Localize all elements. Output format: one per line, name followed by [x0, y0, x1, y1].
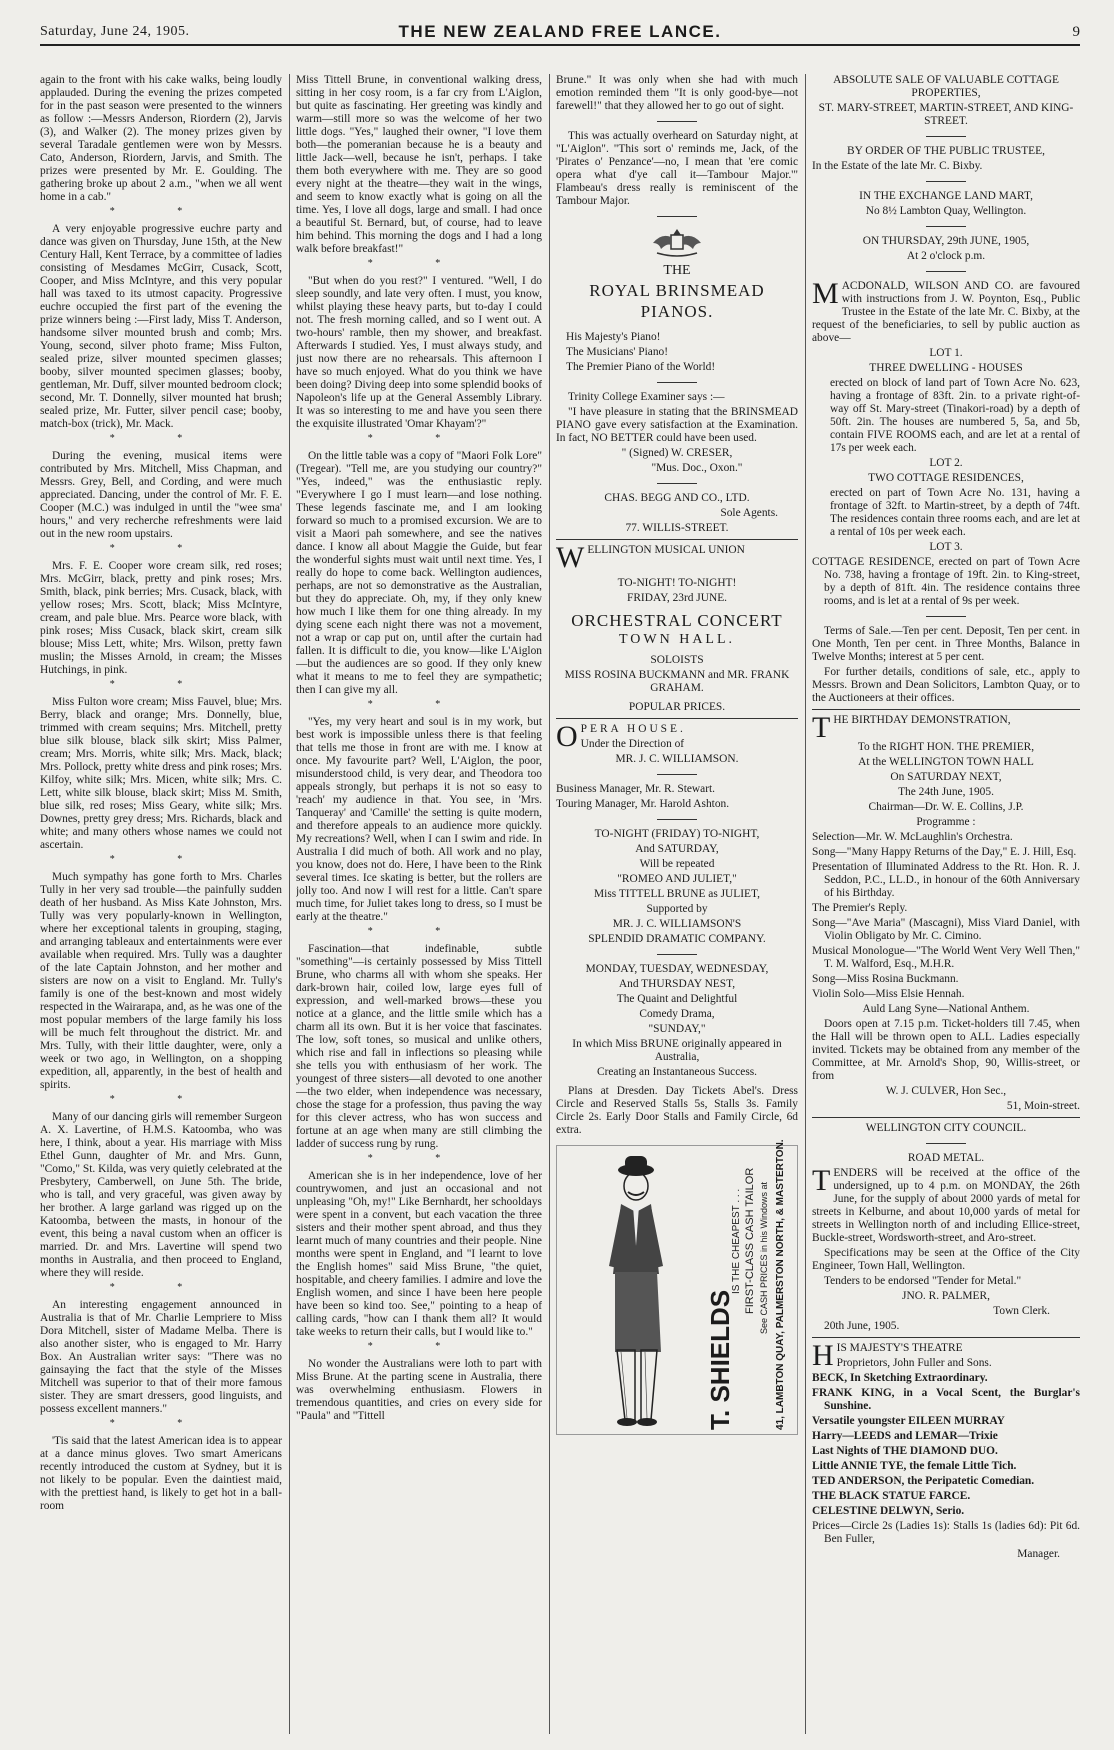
- paragraph: Miss Tittell Brune, in conventional walking dress, sitting in her cosy room, is a far cry from L'Aiglon, but quite as fascinating. Her greeting was kindly and warm—still more so was the welcome of her two little dogs. "Yes," laughed their owner, "I love them both—the pomeranian because he is a beauty and little Jack—well, because he isn't, perhaps. I take them both everywhere with me. They are so good every night at the theatre—they wait in the wings, and seem to know exactly what is going on all the time. Yes, I love all dogs, large and small. I had once a beautiful St. Bernard, but, of course, had to leave him behind. This morning the dogs and I had a long walk before breakfast!": [296, 74, 542, 255]
- drop-cap: M: [812, 277, 839, 310]
- separator: * *: [367, 433, 471, 444]
- ad-heading: WELLINGTON CITY COUNCIL.: [865, 1122, 1027, 1134]
- ad-line: IN THE EXCHANGE LAND MART,: [859, 190, 1033, 202]
- ad-line: W. J. CULVER, Hon Sec.,: [885, 1085, 1007, 1097]
- ad-line: TO-NIGHT (FRIDAY) TO-NIGHT,: [594, 828, 760, 840]
- ad-line: TOWN HALL.: [618, 632, 736, 647]
- ad-line: LOT 2.: [929, 457, 963, 469]
- separator: * *: [109, 1282, 213, 1293]
- divider: [657, 382, 697, 383]
- ad-line: MISS ROSINA BUCKMANN and MR. FRANK GRAHAM.: [564, 669, 790, 694]
- column-interview: [296, 74, 542, 1734]
- drop-cap: O: [556, 720, 578, 753]
- divider: [657, 121, 697, 122]
- bill-item: TED ANDERSON, the Peripatetic Comedian.: [812, 1475, 1035, 1487]
- ad-line: No 8½ Lambton Quay, Wellington.: [865, 205, 1027, 217]
- ad-line: At 2 o'clock p.m.: [906, 250, 986, 262]
- shields-ad-text: [697, 1139, 797, 1434]
- column-society-notes: [40, 74, 282, 1734]
- ad-line: "ROMEO AND JULIET,": [617, 873, 737, 885]
- shields-tailor-ad: [556, 1139, 798, 1435]
- paragraph: Mrs. F. E. Cooper wore cream silk, red roses; Mrs. McGirr, black, pretty and pink roses; Mrs. Smith, black, pink berries; Mrs. Cusack, black, with yellow roses; Mrs. Scott, black; Miss McIntyre, cream, and pale blue. Mrs. Pearce wore black, with pink roses; Miss Cusack, black skirt, cream silk blouse; Miss Lett, white; Mrs. Wilson, pretty fawn muslin; the Misses Arnold, in cream; the Misses Hutchings, in pink.: [40, 560, 282, 676]
- separator: * *: [367, 1153, 471, 1164]
- his-majestys-theatre-ad: [812, 1339, 1080, 1561]
- ad-title: ROYAL BRINSMEAD: [589, 281, 765, 300]
- separator: * *: [109, 543, 213, 554]
- program-item: Song—"Ave Maria" (Mascagni), Miss Viard Daniel, with Violin Obligato by Mr. C. Cimino.: [812, 917, 1080, 942]
- ad-line: THE: [663, 263, 691, 278]
- paragraph: This was actually overheard on Saturday night, at "L'Aiglon". "This sort o' reminds me, Jack, of the 'Pirates o' Penzance'—no, I mean that 'ere comic opera what d'ye call it—Tambour Major.'" Flambeau's dress really is reminiscent of the Tambour Major.: [556, 130, 798, 207]
- ad-line: TWO COTTAGE RESIDENCES,: [868, 472, 1024, 484]
- bill-item: Harry—LEEDS and LEMAR—Trixie: [812, 1430, 998, 1442]
- ad-line: His Majesty's Piano!: [566, 331, 661, 343]
- paragraph: American she is in her independence, love of her countrywomen, and just an occasional and not unpleasing "Oh, my!" Like Bernhardt, her schooldays were spent in a convent, but each vacation the three sisters and their mother spent abroad, and thus they learnt much of many countries and their people. Nine months were spent in England, and "I learnt to love the English homes" said Miss Brune, "the quiet, hospitable, and cheery families. I admire and love the English women, and since I have been here people have been so kind too. See," pointing to a heap of calling cards, "how can I thank them all? It would take weeks to return their calls, but I would like to.": [296, 1170, 542, 1338]
- ad-line: The Quaint and Delightful: [616, 993, 738, 1005]
- separator: * *: [109, 854, 213, 865]
- ad-line: SOLOISTS: [650, 654, 704, 666]
- ad-line: Touring Manager, Mr. Harold Ashton.: [556, 798, 730, 810]
- paragraph: During the evening, musical items were contributed by Mrs. Mitchell, Miss Chapman, and Messrs. Grey, Bell, and Cording, and were much appreciated. Dancing, under the control of Mr. F. E. Cooper (M.C.) was indulged in until the "wee sma' hours," and very recherche refreshments were laid out in the new room upstairs.: [40, 450, 282, 540]
- ad-heading: IS MAJESTY'S THEATRE: [836, 1342, 963, 1354]
- paragraph: again to the front with his cake walks, being loudly applauded. During the evening the prizes competed for in the past season were presented to the winners as follow :—Messrs Anderson, Riordern (2), Jarvis (3), and Walker (2). The money prizes given by several Taradale gentlemen were won by Messrs. Cato, Anderson, Riordern, Jarvis, and Smith. The prizes were presented by Mr. E. Goulding. The gathering broke up about 2 a.m., "when we all went home in a cab.": [40, 74, 282, 203]
- musical-union-ad: [556, 541, 798, 714]
- bill-item: Prices—Circle 2s (Ladies 1s): Stalls 1s (ladies 6d): Pit 6d. Ben Fuller,: [812, 1520, 1080, 1545]
- divider: [926, 226, 966, 227]
- ad-line: LOT 1.: [929, 347, 963, 359]
- ad-line: CHAS. BEGG AND CO., LTD.: [604, 492, 750, 504]
- program-item: Presentation of Illuminated Address to the Rt. Hon. R. J. Seddon, P.C., LL.D., in honour of the 60th Anniversary of his Birthday.: [812, 861, 1080, 899]
- program-item: Musical Monologue—"The World Went Very Well Then," T. M. Walford, Esq., M.H.R.: [812, 945, 1080, 970]
- bill-item: Manager.: [1017, 1548, 1060, 1560]
- ad-line: Plans at Dresden. Day Tickets Abel's. Dress Circle and Reserved Stalls 5s, Stalls 3s. Family Circle 2s. Early Door Stalls and Family Circle, 6d extra.: [556, 1085, 798, 1136]
- ad-line: "Mus. Doc., Oxon.": [651, 462, 743, 474]
- bill-item: THE BLACK STATUE FARCE.: [812, 1490, 971, 1502]
- ad-line: At the WELLINGTON TOWN HALL: [858, 756, 1034, 768]
- ad-text: erected on block of land part of Town Acre No. 623, having a frontage of 83ft. 2in. to a private right-of-way off St. Mary-street (Tinakori-road) by a depth of 50ft. 2in. The houses are numbered 5, 5a, and 5b, contain FIVE ROOMS each, and are let at a rental of 17s per week each.: [830, 377, 1080, 454]
- paragraph: 'Tis said that the latest American idea is to appear at a dance minus gloves. Two smart Americans recently introduced the custom at Sydney, but it is not likely to be popular. Even the daintiest maid, with the prettiest hand, is likely to get hot in a ball-room: [40, 1435, 282, 1512]
- masthead: [40, 22, 1080, 46]
- separator: * *: [367, 258, 471, 269]
- opera-house-ad: [556, 720, 798, 1137]
- ad-line: Creating an Instantaneous Success.: [596, 1066, 758, 1078]
- bill-item: Last Nights of THE DIAMOND DUO.: [812, 1445, 998, 1457]
- drop-cap: T: [812, 711, 831, 744]
- divider: [657, 774, 697, 775]
- column-advertisements: [556, 74, 798, 1734]
- paragraph: Miss Fulton wore cream; Miss Fauvel, blue; Mrs. Berry, black and orange; Mrs. Donnelly, blue, trimmed with cream sequins; Mrs. Mitchell, pretty blue silk blouse, black silk skirt; Miss Palmer, cream; Mrs. Morris, white silk; Mrs. Mack, black; Mrs. Pollock, pretty white dress and pink roses; Mrs. Kilfoy, white silk; Mrs. Micen, white silk; Mrs. C. Lett, white silk blouse, black skirt; Miss M. Smith, blue silk, red roses; Miss Geary, white silk; Mrs. Downes, pretty grey dress; Mrs. Richards, black and white; and many others whose names we could not ascertain.: [40, 696, 282, 851]
- bill-item: FRANK KING, in a Vocal Scent, the Burglar's Sunshine.: [812, 1387, 1080, 1412]
- ad-line: See CASH PRICES in his Windows at: [759, 1181, 769, 1334]
- ad-heading: ROAD METAL.: [907, 1152, 985, 1164]
- ad-text: erected on part of Town Acre No. 131, having a frontage of 32ft. to Martin-street, by a depth of 74ft. The residences contain three rooms each, and are let at a rental of 10s per week each.: [830, 487, 1080, 538]
- ad-line: Comedy Drama,: [639, 1008, 715, 1020]
- paragraph: Brune." It was only when she had with much emotion reminded them "It is only good-bye—not farewell!" that they allowed her to go out of sight.: [556, 74, 798, 112]
- ad-text: Tenders to be endorsed "Tender for Metal.": [824, 1275, 1022, 1287]
- ad-title: PIANOS.: [640, 302, 714, 321]
- paragraph: "Yes, my very heart and soul is in my work, but best work is impossible unless there is that feeling that tells me those in front are with me. I know at once. My favourite part? Well, L'Aiglon, the poor, misunderstood child, is very dear, and Theodora too appeals strongly, but perhaps it is not so easy to 'reach' my audience in that. You see, in 'Mrs. Tanqueray' and 'Camille' the setting is quite modern, and therefore appeals to an audience more quickly. My recreations? Well, when I can I swim and ride. In Australia I did much of both. All work and no play, you know, does not do. Here, I have been to the Rink several times. Ice skating is better, but the rollers are jolly too. And now I will rest for a little. Can't spare much time, for Juliet takes long to dress, so I must be early at the theatre.": [296, 716, 542, 923]
- ad-heading: ABSOLUTE SALE OF VALUABLE COTTAGE PROPERTIES,: [833, 74, 1059, 99]
- brinsmead-ad: [556, 225, 798, 535]
- separator: * *: [109, 679, 213, 690]
- ad-line: Proprietors, John Fuller and Sons.: [836, 1357, 992, 1369]
- ad-line: THREE DWELLING - HOUSES: [869, 362, 1023, 374]
- divider: [926, 181, 966, 182]
- column-divider: [289, 74, 290, 1734]
- gentleman-figure-icon: [581, 1152, 691, 1428]
- separator: * *: [367, 1341, 471, 1352]
- ad-line: 51, Moin-street.: [1006, 1100, 1080, 1112]
- divider: [926, 1143, 966, 1144]
- ad-line: Miss TITTELL BRUNE as JULIET,: [594, 888, 760, 900]
- ad-line: Programme :: [916, 816, 976, 828]
- ad-title: ORCHESTRAL CONCERT: [571, 611, 783, 630]
- divider: [657, 483, 697, 484]
- ad-line: Under the Direction of: [580, 738, 685, 750]
- drop-cap: T: [812, 1164, 831, 1197]
- divider: [926, 271, 966, 272]
- city-council-ad: [812, 1122, 1080, 1333]
- ad-line: IS THE CHEAPEST . . .: [731, 1188, 742, 1294]
- ad-line: "SUNDAY,": [648, 1023, 706, 1035]
- paragraph: Much sympathy has gone forth to Mrs. Charles Tully in her very sad trouble—the painfully sudden death of her husband. As Miss Kate Johnston, Mrs. Tully was very popularly-known in Wellington, where her exceptional talents in grouping, staging, and arranging tableaux and entertainments were ever available when required. Mrs. Tully was a daughter of the late Captain Johnston, and her mother and sisters are now on a visit to England. Mr. Tully's family is one of the best-known and most widely respected in the Wairarapa, and, as he was one of the most popular members of the large family his loss will be much felt throughout the district. Mr. and Mrs. Tully, with their little daughter, were, only a week or two ago, in Wellington, on a shopping expedition, all, apparently, in the best of health and spirits.: [40, 871, 282, 1091]
- ad-line: Town Clerk.: [993, 1305, 1050, 1317]
- ad-line: Sole Agents.: [720, 507, 778, 519]
- bill-item: Little ANNIE TYE, the female Little Tich.: [812, 1460, 1017, 1472]
- paragraph: A very enjoyable progressive euchre party and dance was given on Thursday, June 15th, at the New Century Hall, Kent Terrace, by a committee of ladies consisting of Mesdames McGirr, Cusack, Scott, Cooper, and Miss McIntyre, and this very popular hall was taxed to its utmost capacity. Progressive euchre occupied the first part of the evening the prize winners being :—First lady, Miss T. Anderson, handsome silver mounted brush and comb; Mrs. Young, second, silver photo frame; Miss Fulton, sealed prize, silver mounted specimen glasses; booby, silver mounted specimen glasses; booby, gentleman, Mr. Duff, silver mounted bedroom clock; second, Mr. T. Donnelly, silver mounted hat brush; sealed prize, Mr. Futter, silver pencil case; booby, match-box (trick), Mr. Mack.: [40, 223, 282, 430]
- ad-line: FRIDAY, 23rd JUNE.: [627, 592, 727, 604]
- separator: * *: [109, 206, 213, 217]
- divider: [926, 136, 966, 137]
- ad-line: On SATURDAY NEXT,: [890, 771, 1002, 783]
- paragraph: Fascination—that indefinable, subtle "something"—is certainly possessed by Miss Tittell Brune, who charms all with whom she speaks. Her dark-brown hair, coiled low, large eyes full of expression, and well-marked brows—these you notice at a glance, and the little smile which has a charm all its own. But it is her voice that fascinates. The low, soft tones, so musical and unlike others, which rise and fall in inflections so pleasing while she tells you with enthusiasm of her work. The youngest of three sisters—all devoted to one another—the two elder, when independence was necessary, chose the stage for a profession, thus paving the way for this clever actress, who has won success and fortune at an age when many are still climbing the ladder of success rung by rung.: [296, 943, 542, 1150]
- column-notices: [812, 74, 1080, 1734]
- divider: [657, 954, 697, 955]
- ad-text: Terms of Sale.—Ten per cent. Deposit, Ten per cent. in One Month, Ten per cent. in Three Months, Balance in Twelve Months; interest at 5 per cent.: [812, 625, 1080, 663]
- ad-line: TO-NIGHT! TO-NIGHT!: [617, 577, 737, 589]
- bill-item: Versatile youngster EILEEN MURRAY: [812, 1415, 1005, 1427]
- column-divider: [549, 74, 550, 1734]
- ad-line: POPULAR PRICES.: [628, 701, 726, 713]
- ad-line: FIRST-CLASS CASH TAILOR: [744, 1167, 756, 1314]
- ad-line: In which Miss BRUNE originally appeared in Australia,: [572, 1038, 782, 1063]
- ad-heading: PERA HOUSE.: [580, 723, 686, 735]
- drop-cap: W: [556, 541, 585, 574]
- paragraph: Many of our dancing girls will remember Surgeon A. X. Lavertine, of H.M.S. Katoomba, who was here, I think, about a year. His marriage with Miss Ethel Gunn, daughter of Mr. and Mrs. Gunn, "Como," St. Kilda, was very quietly celebrated at the Presbytery, Camberwell, on June 5th. The bride, who is tall, and very graceful, was given away by her brother. A large garland was rigged up on the Katoomba, between the masts, in honour of the event, this being a naval custom when an officer is married. Dr. and Mrs. Lavertine will spend two months in Australia, and then proceed to England, where they will reside.: [40, 1111, 282, 1279]
- royal-crest-icon: [647, 225, 707, 259]
- separator: * *: [367, 926, 471, 937]
- ad-text: ENDERS will be received at the office of the undersigned, up to 4 p.m. on MONDAY, the 26th June, for the supply of about 2000 yards of metal for streets in Kelburne, and about 10,000 yards of metal for streets in Wellington north of and including Ellice-street, Buckle-street, Wordsworth-street, and Aro-street.: [812, 1167, 1080, 1244]
- ad-line: 41, LAMBTON QUAY, PALMERSTON NORTH, & MASTERTON.: [775, 1139, 786, 1430]
- ad-line: The Musicians' Piano!: [566, 346, 669, 358]
- ad-quote: "I have pleasure in stating that the BRINSMEAD PIANO gave every satisfaction at the Examination. In fact, NO BETTER could have been used.: [556, 406, 798, 444]
- ad-line: 20th June, 1905.: [824, 1320, 900, 1332]
- divider: [657, 216, 697, 217]
- ad-line: And THURSDAY NEST,: [618, 978, 736, 990]
- drop-cap: H: [812, 1339, 834, 1372]
- ad-line: Chairman—Dr. W. E. Collins, J.P.: [868, 801, 1024, 813]
- ad-heading: HE BIRTHDAY DEMONSTRATION,: [833, 714, 1011, 726]
- page-number: 9: [1072, 24, 1080, 40]
- separator: * *: [367, 699, 471, 710]
- ad-line: The 24th June, 1905.: [898, 786, 994, 798]
- separator: * *: [109, 1418, 213, 1429]
- ad-text: COTTAGE RESIDENCE, erected on part of Town Acre No. 738, having a frontage of 19ft. 2in. to King-street, by a depth of 81ft. 4in. The residence contains three rooms, and is let at a rental of 9s per week.: [812, 556, 1080, 607]
- ad-line: In the Estate of the late Mr. C. Bixby.: [812, 160, 983, 172]
- separator: * *: [109, 1094, 213, 1105]
- ad-line: MR. J. C. WILLIAMSON.: [615, 753, 739, 765]
- ad-line: LOT 3.: [929, 541, 963, 553]
- ad-line: JNO. R. PALMER,: [902, 1290, 990, 1302]
- ad-line: " (Signed) W. CRESER,: [621, 447, 733, 459]
- program-item: Song—Miss Rosina Buckmann.: [812, 973, 959, 985]
- paragraph: On the little table was a copy of "Maori Folk Lore" (Tregear). "Tell me, are you studying our country?" "Yes, indeed," was the enthusiastic reply. "Everywhere I go I must learn—and lose nothing. These legends fascinate me, and I am looking forward so much to a promised excursion. We are to visit a Maori pah somewhere, and see the natives dance. I know all about Maggie the Guide, but fear the wonderful sights must wait until next time. Yes, I really do hope to come back. Wellington audiences, perhaps, are not so demonstrative as the Australian, but they do appreciate. Oh, my, if they only knew how much I like them for one thing already. In my dying scene each night there was not a movement, not a wrap or cap put on, until after the curtain had fallen. It is difficult to die, you know—like L'Aiglon—but the audiences are so good. If they only knew what it means to me to feel they are sympathetic; then I can give my all.: [296, 450, 542, 696]
- program-item: Selection—Mr. W. McLaughlin's Orchestra.: [812, 831, 1013, 843]
- ad-line: The Premier Piano of the World!: [566, 361, 716, 373]
- ad-text: For further details, conditions of sale, etc., apply to Messrs. Brown and Dean Solicitors, Lambton Quay, or to the Auctioneers at their offices.: [812, 666, 1080, 704]
- ad-line: Trinity College Examiner says :—: [568, 391, 725, 403]
- bill-item: CELESTINE DELWYN, Serio.: [812, 1505, 965, 1517]
- ad-heading: ST. MARY-STREET, MARTIN-STREET, AND KING-STREET.: [818, 102, 1074, 127]
- ad-line: And SATURDAY,: [635, 843, 719, 855]
- ad-heading: ELLINGTON MUSICAL UNION: [587, 544, 745, 556]
- program-item: The Premier's Reply.: [812, 902, 908, 914]
- column-divider: [805, 74, 806, 1734]
- ad-line: ON THURSDAY, 29th JUNE, 1905,: [862, 235, 1030, 247]
- ad-text: Doors open at 7.15 p.m. Ticket-holders till 7.45, when the Hall will be thrown open to ALL. Ladies especially invited. Tickets may be obtained from any member of the Committee, at Mr. Arnold's Shop, 90, Willis-street, or from: [812, 1018, 1080, 1082]
- ad-line: To the RIGHT HON. THE PREMIER,: [857, 741, 1035, 753]
- program-item: Auld Lang Syne—National Anthem.: [862, 1003, 1030, 1015]
- program-item: Violin Solo—Miss Elsie Hennah.: [812, 988, 965, 1000]
- birthday-demonstration-ad: [812, 711, 1080, 1113]
- separator: * *: [109, 433, 213, 444]
- ad-text: ACDONALD, WILSON AND CO. are favoured with instructions from J. W. Poynton, Esq., Public Trustee in the Estate of the late Mr. C. Bixby, at the request of the beneficiaries, to sell by public auction as above—: [812, 280, 1080, 344]
- bill-item: BECK, In Sketching Extraordinary.: [812, 1372, 988, 1384]
- property-sale-ad: [812, 74, 1080, 705]
- ad-line: BY ORDER OF THE PUBLIC TRUSTEE,: [847, 145, 1045, 157]
- paragraph: "But when do you rest?" I ventured. "Well, I do sleep soundly, and late very often. I must, you know, whilst playing these heavy parts, but to-day I could not. The fresh morning called, and so I went out. A two-hours' ramble, then my shower, and breakfast. Afterwards I studied. Yes, I must always study, and just now there are no rehearsals. This afternoon I have so much enjoyed. What do you think we have been doing? Diving deep into some splendid books of Napoleon's life up at the General Assembly Library. It was so interesting to me and have you seen there the exquisite illustrated 'Omar Khayam'?": [296, 275, 542, 430]
- ad-line: Will be repeated: [639, 858, 715, 870]
- newspaper-title: THE NEW ZEALAND FREE LANCE.: [398, 22, 722, 41]
- ad-line: MR. J. C. WILLIAMSON'S: [612, 918, 742, 930]
- ad-line: Business Manager, Mr. R. Stewart.: [556, 783, 715, 795]
- ad-line: SPLENDID DRAMATIC COMPANY.: [588, 933, 766, 945]
- ad-line: Supported by: [646, 903, 708, 915]
- issue-date: Saturday, June 24, 1905.: [40, 24, 190, 39]
- ad-line: 77. WILLIS-STREET.: [625, 522, 729, 534]
- ad-text: Specifications may be seen at the Office of the City Engineer, Town Hall, Wellington.: [812, 1247, 1080, 1272]
- divider: [657, 819, 697, 820]
- paragraph: An interesting engagement announced in Australia is that of Mr. Charlie Lempriere to Miss Dora Mitchell, sister of Madame Melba. There is also another sister, who is engaged to Mr. Harry Box. An Australian writer says: "There was no gainsaying the fact that the style of the Misses Mitchell was superior to that of their more famous sister. They are smart dressers, good linguists, and possess excellent manners.": [40, 1299, 282, 1415]
- ad-line: MONDAY, TUESDAY, WEDNESDAY,: [585, 963, 769, 975]
- program-item: Song—"Many Happy Returns of the Day," E. J. Hill, Esq.: [812, 846, 1077, 858]
- shields-name: T. SHIELDS: [705, 1289, 735, 1430]
- divider: [926, 616, 966, 617]
- paragraph: No wonder the Australians were loth to part with Miss Brune. At the parting scene in Australia, there was overwhelming enthusiasm. Flowers in tremendous quantities, and cries on every side for "Paula" and "Tittell: [296, 1358, 542, 1422]
